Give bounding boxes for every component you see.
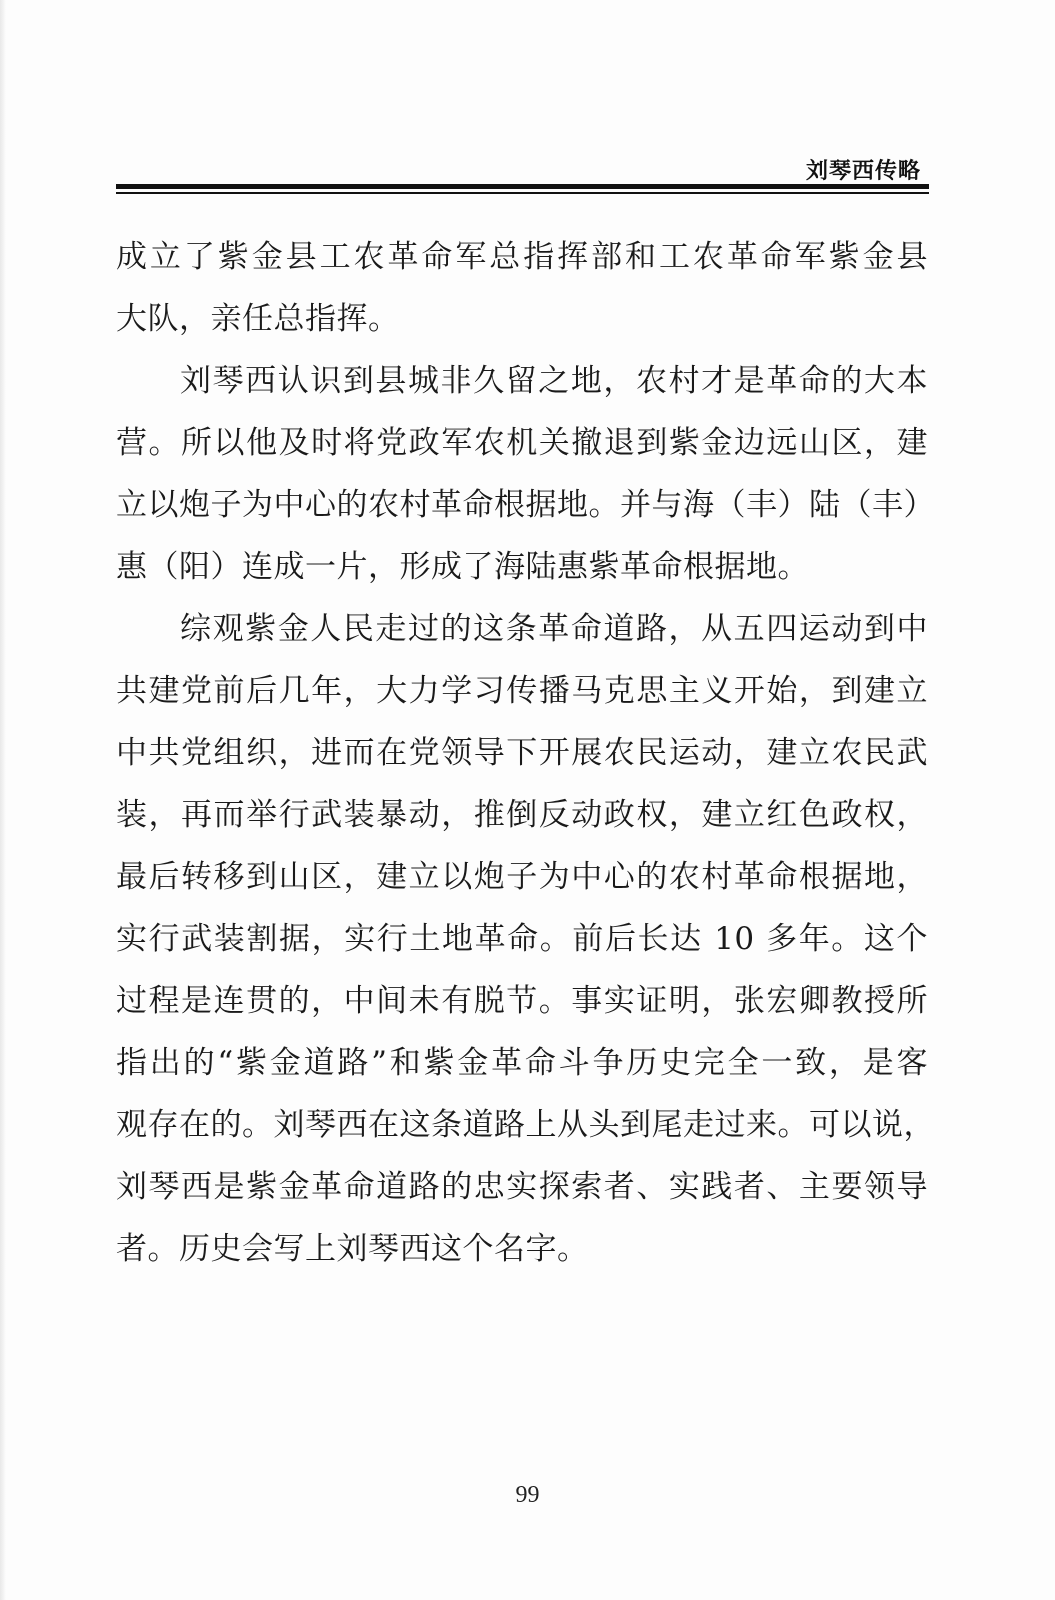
scan-edge-shadow <box>0 0 6 1600</box>
body-text <box>116 226 935 1280</box>
text-line: 者。历史会写上刘琴西这个名字。 <box>116 1231 589 1267</box>
text-line: 实行武装割据，实行土地革命。前后长达 10 多年。这个 <box>116 921 928 957</box>
text-line: 刘琴西认识到县城非久留之地，农村才是革命的大本 <box>180 363 928 399</box>
text-line: 最后转移到山区，建立以炮子为中心的农村革命根据地， <box>116 859 928 895</box>
header-rule-thick <box>116 184 929 189</box>
text-line: 惠（阳）连成一片，形成了海陆惠紫革命根据地。 <box>116 549 809 585</box>
text-line: 观存在的。刘琴西在这条道路上从头到尾走过来。可以说， <box>116 1107 935 1143</box>
text-line: 营。所以他及时将党政军农机关撤退到紫金边远山区，建 <box>116 425 928 461</box>
text-line: 指出的“紫金道路”和紫金革命斗争历史完全一致，是客 <box>116 1045 928 1081</box>
text-line: 综观紫金人民走过的这条革命道路，从五四运动到中 <box>180 611 928 647</box>
page-number: 99 <box>515 1482 540 1508</box>
text-line: 成立了紫金县工农革命军总指挥部和工农革命军紫金县 <box>116 239 928 275</box>
running-title: 刘琴西传略 <box>805 159 921 184</box>
text-line: 过程是连贯的，中间未有脱节。事实证明，张宏卿教授所 <box>116 983 928 1019</box>
text-line: 中共党组织，进而在党领导下开展农民运动，建立农民武 <box>116 735 928 771</box>
text-line: 立以炮子为中心的农村革命根据地。并与海（丰）陆（丰） <box>116 487 935 523</box>
header-rule-thin <box>116 192 929 194</box>
text-line: 刘琴西是紫金革命道路的忠实探索者、实践者、主要领导 <box>116 1169 928 1205</box>
text-line: 大队，亲任总指挥。 <box>116 301 400 337</box>
text-line: 装，再而举行武装暴动，推倒反动政权，建立红色政权， <box>116 797 928 833</box>
running-header <box>116 150 929 196</box>
text-line: 共建党前后几年，大力学习传播马克思主义开始，到建立 <box>116 673 928 709</box>
